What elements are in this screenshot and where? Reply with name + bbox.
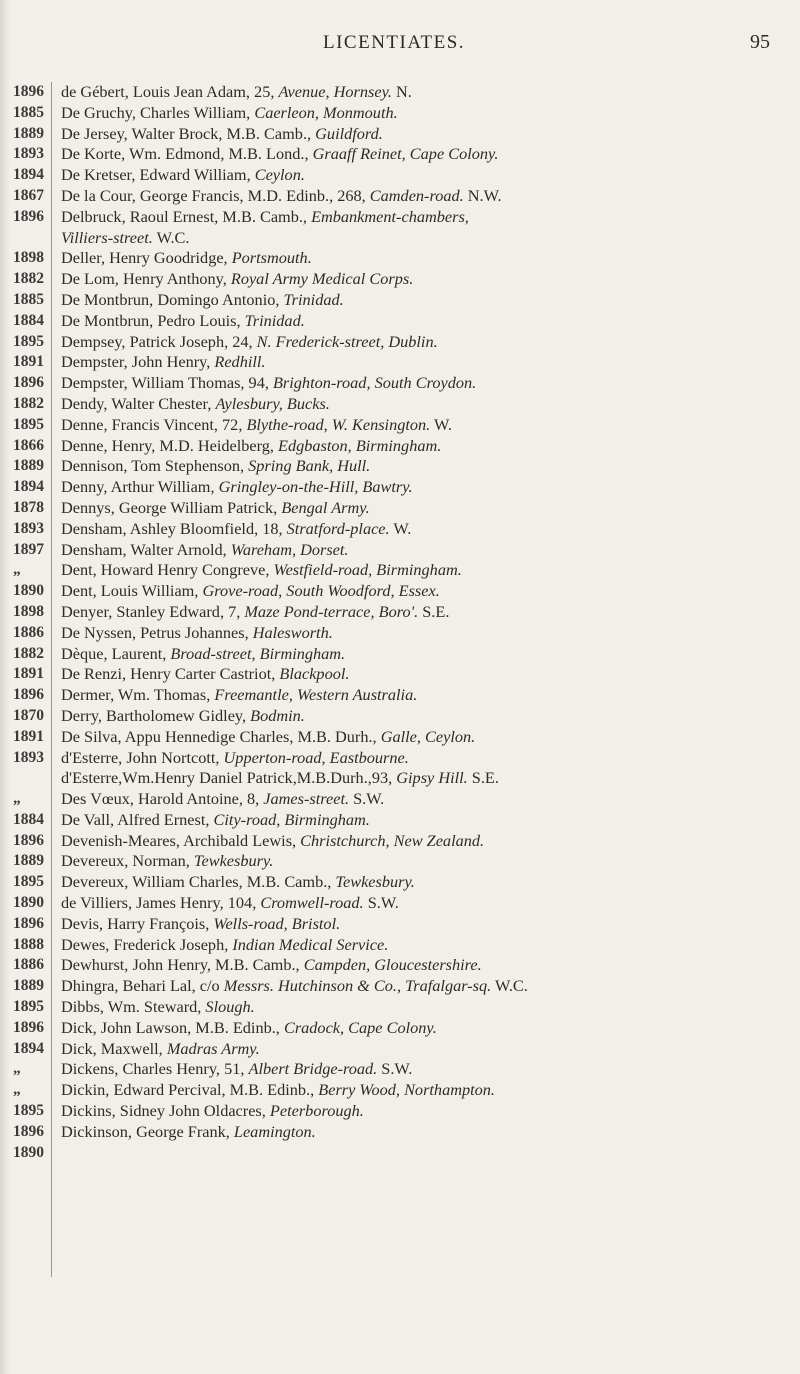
entry-text <box>61 436 441 457</box>
entry-name: de Gébert, Louis Jean Adam, 25, <box>61 82 279 101</box>
entry-year: 1895 <box>13 332 44 350</box>
list-item <box>0 1101 800 1122</box>
entry-location: Redhill. <box>214 352 266 372</box>
entry-district: S.E. <box>418 601 450 621</box>
list-item <box>0 436 800 457</box>
entry-name: Des Vœux, Harold Antoine, 8, <box>61 789 264 809</box>
entry-text <box>61 332 438 353</box>
entry-year: 1889 <box>13 457 44 475</box>
entry-name: Dempster, William Thomas, 94, <box>61 373 273 393</box>
entry-year: „ <box>13 1081 21 1099</box>
entry-text <box>61 560 462 581</box>
entry-name: Dempster, John Henry, <box>61 352 215 372</box>
entry-name: Denyer, Stanley Edward, 7, <box>61 601 245 621</box>
entry-location: Edgbaston, Birmingham. <box>278 435 442 455</box>
list-item <box>0 1080 800 1101</box>
entry-year: 1867 <box>13 186 44 204</box>
entry-location: Graaff Reinet, Cape Colony. <box>312 144 499 164</box>
entry-location: Guildford. <box>315 123 383 143</box>
list-item <box>0 664 800 685</box>
entry-year: 1896 <box>13 207 44 225</box>
entry-name: Dickin, Edward Percival, M.B. Edinb., <box>61 1080 319 1100</box>
list-item <box>0 394 800 415</box>
entry-location: Maze Pond-terrace, Boro'. <box>244 601 419 621</box>
entry-year: 1894 <box>13 1039 44 1057</box>
entry-name: De Renzi, Henry Carter Castriot, <box>61 664 280 684</box>
entry-name: Devenish-Meares, Archibald Lewis, <box>61 830 301 850</box>
list-item <box>0 1018 800 1039</box>
entry-location: Indian Medical Service. <box>232 934 389 954</box>
entry-location: Slough. <box>205 997 255 1017</box>
entry-text <box>61 727 475 748</box>
entry-name: de Villiers, James Henry, 104, <box>61 893 261 913</box>
entry-year: 1888 <box>13 935 44 953</box>
entry-location: Madras Army. <box>166 1038 260 1058</box>
entry-text <box>61 831 484 852</box>
entry-year: 1882 <box>13 644 44 662</box>
entry-location: Gipsy Hill. <box>396 768 468 788</box>
list-item <box>0 165 800 186</box>
entry-location: Grove-road, South Woodford, Essex. <box>202 581 440 601</box>
entry-location: Royal Army Medical Corps. <box>230 269 414 289</box>
entry-name: Dickins, Sidney John Oldacres, <box>61 1101 270 1121</box>
entry-name: Devereux, Norman, <box>61 851 194 871</box>
entry-location: Aylesbury, Bucks. <box>215 393 330 413</box>
entry-year: 1889 <box>13 852 44 870</box>
entry-text <box>61 602 449 623</box>
entry-name: Dibbs, Wm. Steward, <box>61 997 206 1017</box>
entry-name: Dennys, George William Patrick, <box>61 497 282 517</box>
entry-location: Upperton-road, Eastbourne. <box>223 747 409 767</box>
entry-name: Dewhurst, John Henry, M.B. Camb., <box>61 955 304 975</box>
entry-name: d'Esterre, John Nortcott, <box>61 747 224 767</box>
entry-location: Messrs. Hutchinson & Co., Trafalgar-sq. <box>223 976 492 996</box>
entry-year: 1886 <box>13 623 44 641</box>
entry-text <box>61 810 370 831</box>
list-item <box>0 831 800 852</box>
entry-year: 1894 <box>13 478 44 496</box>
entry-name: Dempsey, Patrick Joseph, 24, <box>61 331 257 351</box>
entry-year: 1870 <box>13 706 44 724</box>
entry-location: Broad-street, Birmingham. <box>170 643 346 663</box>
entry-location: N. Frederick-street, Dublin. <box>256 331 438 351</box>
entry-name: d'Esterre,Wm.Henry Daniel Patrick,M.B.Durh.,93, <box>61 768 397 788</box>
list-item <box>0 290 800 311</box>
entry-location: Galle, Ceylon. <box>380 726 476 746</box>
list-item <box>0 144 800 165</box>
entry-text <box>61 165 305 186</box>
entry-year: 1884 <box>13 810 44 828</box>
entry-year: 1884 <box>13 311 44 329</box>
entry-year: 1896 <box>13 686 44 704</box>
entry-text <box>61 269 413 290</box>
list-item <box>0 103 800 124</box>
entry-district: S.E. <box>467 768 499 788</box>
entry-name: De la Cour, George Francis, M.D. Edinb., 268, <box>61 185 370 205</box>
list-item <box>0 415 800 436</box>
entry-year: 1891 <box>13 665 44 683</box>
list-item <box>0 248 800 269</box>
entry-location: Avenue, Hornsey. <box>278 82 392 101</box>
list-item <box>0 935 800 956</box>
entry-text <box>61 955 482 976</box>
entry-text <box>61 1122 316 1143</box>
entry-text <box>61 311 305 332</box>
entry-district: W. <box>430 414 452 434</box>
entry-district: N. <box>391 82 412 101</box>
entry-location: Trinidad. <box>283 289 344 309</box>
entry-text <box>61 103 398 124</box>
entry-district: W. <box>389 518 412 538</box>
entry-name: Dennison, Tom Stephenson, <box>61 456 249 476</box>
entry-location: Brighton-road, South Croydon. <box>272 373 477 393</box>
entry-year: 1895 <box>13 998 44 1016</box>
list-item <box>0 727 800 748</box>
entry-location: Freemantle, Western Australia. <box>214 685 418 705</box>
entry-year: 1895 <box>13 1102 44 1120</box>
entry-name: De Kretser, Edward William, <box>61 165 255 185</box>
entry-year: „ <box>13 790 21 808</box>
entry-text <box>61 872 415 893</box>
list-item <box>0 332 800 353</box>
list-item <box>0 456 800 477</box>
list-item <box>0 706 800 727</box>
list-item <box>0 623 800 644</box>
entry-name: Dent, Louis William, <box>61 581 203 601</box>
list-item <box>0 1122 800 1143</box>
entry-text <box>61 851 273 872</box>
entry-text <box>61 373 476 394</box>
entry-name: Dickens, Charles Henry, 51, <box>61 1059 249 1079</box>
entry-year: 1890 <box>13 894 44 912</box>
entry-year: 1885 <box>13 290 44 308</box>
licentiates-list <box>0 82 800 1163</box>
list-item <box>0 914 800 935</box>
entry-year: 1878 <box>13 498 44 516</box>
list-item <box>0 373 800 394</box>
entry-location: Peterborough. <box>269 1101 364 1121</box>
entry-text <box>61 664 349 685</box>
entry-year: 1891 <box>13 727 44 745</box>
entry-location: Tewkesbury. <box>335 872 415 892</box>
entry-year: 1896 <box>13 374 44 392</box>
list-item <box>0 851 800 872</box>
entry-location: Campden, Gloucestershire. <box>303 955 482 975</box>
entry-year: „ <box>13 561 21 579</box>
list-item <box>0 810 800 831</box>
list-item <box>0 207 800 228</box>
list-item <box>0 1059 800 1080</box>
entry-location: James-street. <box>263 789 350 809</box>
entry-location: Bodmin. <box>250 705 305 725</box>
entry-name: De Montbrun, Domingo Antonio, <box>61 289 284 309</box>
entry-text <box>61 498 370 519</box>
entry-text <box>61 706 305 727</box>
entry-year: 1896 <box>13 83 44 100</box>
entry-text <box>61 768 499 789</box>
entry-district: S.W. <box>349 789 385 809</box>
entry-name: De Nyssen, Petrus Johannes, <box>61 622 253 642</box>
entry-text <box>61 186 502 207</box>
entry-year: 1889 <box>13 124 44 142</box>
entry-name: Dick, Maxwell, <box>61 1038 167 1058</box>
list-item <box>0 498 800 519</box>
entry-name: De Montbrun, Pedro Louis, <box>61 310 245 330</box>
list-item <box>0 1039 800 1060</box>
entry-year: 1898 <box>13 249 44 267</box>
entry-text <box>61 976 528 997</box>
entry-text <box>61 124 383 145</box>
entry-year: 1882 <box>13 394 44 412</box>
list-item <box>0 976 800 997</box>
list-item <box>0 1143 800 1164</box>
list-item <box>0 311 800 332</box>
entry-location: Embankment-chambers, <box>311 206 469 226</box>
list-item <box>0 872 800 893</box>
entry-district: W.C. <box>491 976 528 996</box>
entry-text <box>61 290 344 311</box>
entry-year: 1882 <box>13 270 44 288</box>
entry-location: Cromwell-road. <box>260 893 364 913</box>
list-item <box>0 685 800 706</box>
entry-name: Delbruck, Raoul Ernest, M.B. Camb., <box>61 206 312 226</box>
list-item <box>0 748 800 769</box>
entry-text <box>61 1018 437 1039</box>
entry-text <box>61 1039 260 1060</box>
entry-name: De Lom, Henry Anthony, <box>61 269 231 289</box>
entry-location: Spring Bank, Hull. <box>248 456 371 476</box>
entry-name: Densham, Walter Arnold, <box>61 539 231 559</box>
entry-text <box>61 415 452 436</box>
entry-name: De Korte, Wm. Edmond, M.B. Lond., <box>61 144 313 164</box>
entry-year: 1894 <box>13 166 44 184</box>
entry-name: Deller, Henry Goodridge, <box>61 248 232 268</box>
entry-district: N.W. <box>463 185 502 205</box>
entry-name: Dent, Howard Henry Congreve, <box>61 560 274 580</box>
entry-location: Tewkesbury. <box>193 851 274 871</box>
entry-location: Bengal Army. <box>281 497 370 517</box>
entry-text <box>61 228 189 249</box>
list-item <box>0 893 800 914</box>
entry-text <box>61 394 330 415</box>
entry-location: Leamington. <box>233 1121 316 1141</box>
entry-name: De Vall, Alfred Ernest, <box>61 809 214 829</box>
entry-text <box>61 1059 412 1080</box>
list-item <box>0 540 800 561</box>
entry-location: City-road, Birmingham. <box>213 809 370 829</box>
entry-location: Wells-road, Bristol. <box>213 913 341 933</box>
entry-text <box>61 581 440 602</box>
entry-location: Caerleon, Monmouth. <box>254 102 398 122</box>
list-item <box>0 768 800 789</box>
entry-name: Denny, Arthur William, <box>61 477 219 497</box>
entry-text <box>61 207 469 228</box>
entry-name: Devis, Harry François, <box>61 913 214 933</box>
list-item <box>0 228 800 249</box>
entry-year: 1889 <box>13 977 44 995</box>
entry-text <box>61 789 384 810</box>
entry-year: 1896 <box>13 914 44 932</box>
entry-text <box>61 352 265 373</box>
entry-year: 1898 <box>13 602 44 620</box>
list-item <box>0 82 800 103</box>
entry-text <box>61 144 498 165</box>
entry-name: De Silva, Appu Hennedige Charles, M.B. Durh., <box>61 726 381 746</box>
list-item <box>0 955 800 976</box>
entry-name: Dermer, Wm. Thomas, <box>61 685 215 705</box>
page-number: 95 <box>750 31 770 53</box>
entry-location: Christchurch, New Zealand. <box>300 830 485 850</box>
entry-location: Cradock, Cape Colony. <box>283 1017 437 1037</box>
entry-district: S.W. <box>363 893 399 913</box>
entry-text <box>61 1101 364 1122</box>
entry-location: Ceylon. <box>254 165 305 185</box>
entry-name: De Gruchy, Charles William, <box>61 102 255 122</box>
entry-name: Derry, Bartholomew Gidley, <box>61 705 251 725</box>
entry-year: 1890 <box>13 582 44 600</box>
entry-name: Dickinson, George Frank, <box>61 1121 234 1141</box>
entry-year: 1893 <box>13 748 44 766</box>
entry-name: Dèque, Laurent, <box>61 643 171 663</box>
entry-year: 1897 <box>13 540 44 558</box>
entry-text <box>61 893 399 914</box>
entry-name: Dewes, Frederick Joseph, <box>61 934 233 954</box>
entry-location: Camden-road. <box>369 185 464 205</box>
entry-name: Dhingra, Behari Lal, c/o <box>61 976 224 996</box>
running-title: LICENTIATES. <box>323 32 466 53</box>
entry-name: Denne, Francis Vincent, 72, <box>61 414 247 434</box>
list-item <box>0 269 800 290</box>
entry-year: 1891 <box>13 353 44 371</box>
entry-location: Wareham, Dorset. <box>230 539 349 559</box>
entry-location: Albert Bridge-road. <box>248 1059 378 1079</box>
entry-location: Gringley-on-the-Hill, Bawtry. <box>218 477 413 497</box>
entry-name: Devereux, William Charles, M.B. Camb., <box>61 872 336 892</box>
entry-text <box>61 456 370 477</box>
entry-year: 1886 <box>13 956 44 974</box>
list-item <box>0 519 800 540</box>
entry-year: 1896 <box>13 1122 44 1140</box>
list-item <box>0 186 800 207</box>
entry-name: Denne, Henry, M.D. Heidelberg, <box>61 435 279 455</box>
entry-name: Dendy, Walter Chester, <box>61 393 216 413</box>
entry-location: Westfield-road, Birmingham. <box>273 560 462 580</box>
entry-name: De Jersey, Walter Brock, M.B. Camb., <box>61 123 316 143</box>
entry-name: Dick, John Lawson, M.B. Edinb., <box>61 1017 284 1037</box>
entry-text <box>61 540 349 561</box>
list-item <box>0 581 800 602</box>
entry-text <box>61 748 409 769</box>
entry-text <box>61 477 413 498</box>
entry-text <box>61 248 312 269</box>
entry-text <box>61 519 411 540</box>
entry-district: W.C. <box>152 227 190 247</box>
entry-text <box>61 623 333 644</box>
entry-location: Blythe-road, W. Kensington. <box>246 414 431 434</box>
list-item <box>0 477 800 498</box>
list-item <box>0 997 800 1018</box>
entry-name: Densham, Ashley Bloomfield, 18, <box>61 518 287 538</box>
entry-year: 1866 <box>13 436 44 454</box>
entry-location: Stratford-place. <box>286 518 390 538</box>
entry-year: 1895 <box>13 873 44 891</box>
entry-text <box>61 82 412 103</box>
entry-year: 1895 <box>13 415 44 433</box>
list-item <box>0 789 800 810</box>
list-item <box>0 560 800 581</box>
entry-district: S.W. <box>377 1059 413 1079</box>
entry-year: 1896 <box>13 831 44 849</box>
entry-year: „ <box>13 1060 21 1078</box>
entry-location: Portsmouth. <box>231 248 312 268</box>
entry-text <box>61 914 340 935</box>
list-item <box>0 352 800 373</box>
entry-year: 1893 <box>13 145 44 163</box>
entry-location: Berry Wood, Northampton. <box>318 1080 495 1100</box>
entry-year: 1885 <box>13 103 44 121</box>
entry-year: 1896 <box>13 1018 44 1036</box>
entry-text <box>61 685 417 706</box>
entry-location: Villiers-street. <box>61 227 153 247</box>
list-item <box>0 124 800 145</box>
entry-text <box>61 1080 495 1101</box>
entry-location: Halesworth. <box>252 622 333 642</box>
entry-year: 1893 <box>13 519 44 537</box>
entry-location: Blackpool. <box>279 664 350 684</box>
entry-location: Trinidad. <box>244 310 305 330</box>
list-item <box>0 644 800 665</box>
entry-text <box>61 644 345 665</box>
page-header <box>0 28 800 58</box>
entry-text <box>61 935 388 956</box>
entry-year: 1890 <box>13 1143 44 1161</box>
list-item <box>0 602 800 623</box>
entry-text <box>61 997 255 1018</box>
